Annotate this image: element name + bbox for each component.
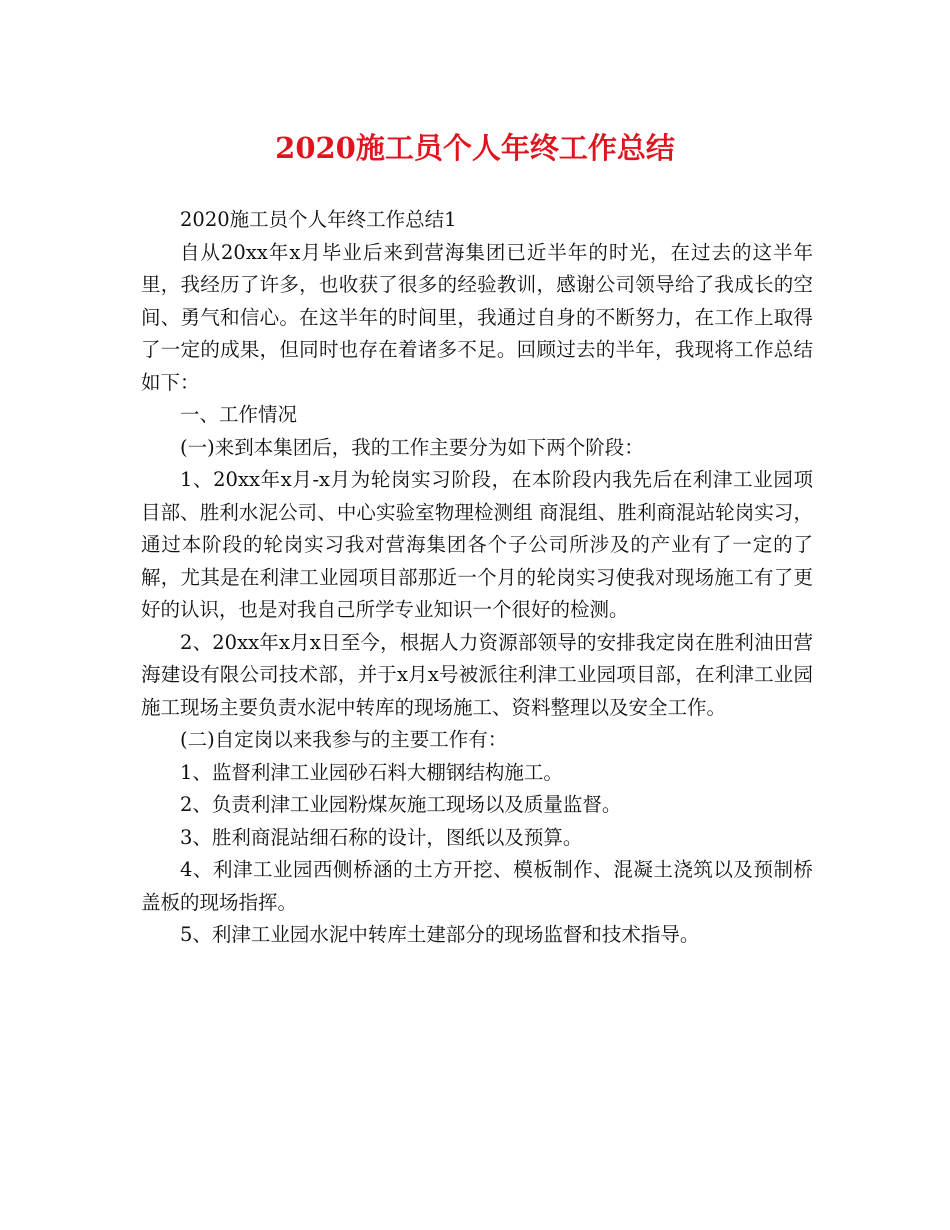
section-heading-work: 一、工作情况 bbox=[180, 403, 298, 426]
document-title: 2020施工员个人年终工作总结 bbox=[275, 131, 675, 165]
section-heading: 2020施工员个人年终工作总结1 bbox=[180, 208, 457, 231]
task-item: 4、利津工业园西侧桥涵的土方开挖、模板制作、混凝土浇筑以及预制桥盖板的现场指挥。 bbox=[141, 858, 813, 914]
stage-one-paragraph: 1、20xx年x月-x月为轮岗实习阶段，在本阶段内我先后在利津工业园项目部、胜利水泥公司、中心实验室物理检测组 商混组、胜利商混站轮岗实习，通过本阶段的轮岗实习我对营海集团各个子公司所涉及的产业有了一定的了解，尤其是在利津工业园项目部那近一个月的轮岗实习使我对现场施工有了更好的认识，也是对我自己所学专业知识一个很好的检测。 bbox=[141, 468, 813, 621]
subsection-heading-tasks: (二)自定岗以来我参与的主要工作有： bbox=[180, 728, 508, 751]
task-item: 5、利津工业园水泥中转库土建部分的现场监督和技术指导。 bbox=[180, 923, 700, 946]
task-item: 2、负责利津工业园粉煤灰施工现场以及质量监督。 bbox=[180, 793, 622, 816]
task-item: 1、监督利津工业园砂石料大棚钢结构施工。 bbox=[180, 760, 563, 784]
intro-paragraph: 自从20xx年x月毕业后来到营海集团已近半年的时光，在过去的这半年里，我经历了许多，也收获了很多的经验教训，感谢公司领导给了我成长的空间、勇气和信心。在这半年的时间里，我通过自身的不断努力，在工作上取得了一定的成果，但同时也存在着诸多不足。回顾过去的半年，我现将工作总结如下： bbox=[141, 240, 813, 394]
subsection-heading-stages: (一)来到本集团后，我的工作主要分为如下两个阶段： bbox=[180, 435, 644, 459]
stage-two-paragraph: 2、20xx年x月x日至今，根据人力资源部领导的安排我定岗在胜利油田营海建设有限公司技术部，并于x月x号被派往利津工业园项目部，在利津工业园施工现场主要负责水泥中转库的现场施工、资料整理以及安全工作。 bbox=[141, 630, 813, 719]
task-item: 3、胜利商混站细石称的设计，图纸以及预算。 bbox=[180, 825, 583, 849]
document-body bbox=[141, 204, 813, 952]
